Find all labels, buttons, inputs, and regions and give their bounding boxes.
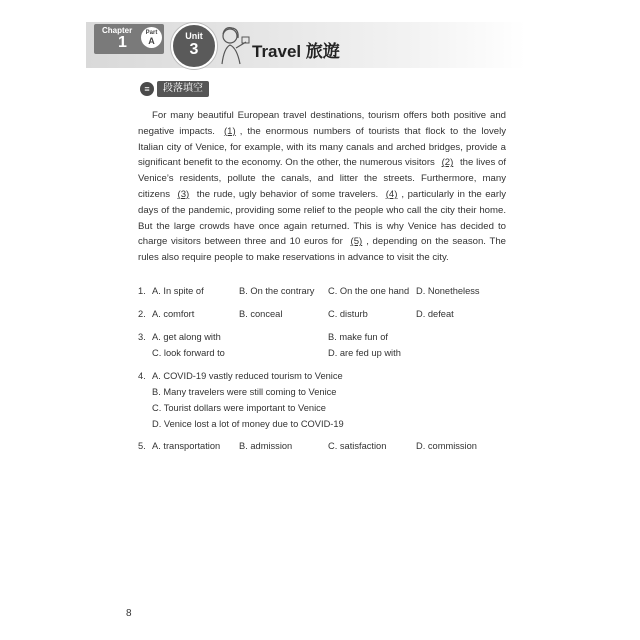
part-badge — [141, 27, 162, 48]
option-d[interactable]: D. are fed up with — [328, 348, 401, 358]
option-c[interactable]: C. On the one hand — [328, 286, 410, 296]
option-b[interactable]: B. make fun of — [328, 332, 388, 342]
option-c[interactable]: C. look forward to — [152, 348, 225, 358]
option-d[interactable]: D. Venice lost a lot of money due to COVID-19 — [152, 419, 344, 429]
part-label: Part — [145, 30, 158, 36]
chapter-number: 1 — [118, 34, 127, 51]
option-a[interactable]: A. get along with — [152, 332, 221, 342]
passage-text: , depending on the season. The rules also require people to make reservations in advance to visit the city. — [138, 236, 506, 264]
cloze-passage — [138, 108, 506, 266]
option-a[interactable]: A. In spite of — [152, 286, 204, 296]
option-b[interactable]: B. On the contrary — [239, 286, 315, 296]
question-number: 2. — [138, 309, 146, 319]
blank-1: (1) — [223, 125, 236, 137]
option-c[interactable]: C. disturb — [328, 309, 368, 319]
option-b[interactable]: B. Many travelers were still coming to Venice — [152, 387, 337, 397]
passage-text: the lives of Venice’s residents, pollute the canals, and litter the streets. Furthermore, many citizens — [138, 157, 506, 200]
unit-label: Unit — [185, 31, 203, 41]
option-a[interactable]: A. transportation — [152, 441, 221, 451]
option-a[interactable]: A. COVID-19 vastly reduced tourism to Venice — [152, 371, 343, 381]
passage-text: For many beautiful European travel destinations, tourism offers both positive and negative impacts. — [138, 110, 506, 137]
option-c[interactable]: C. Tourist dollars were important to Venice — [152, 403, 326, 413]
page-number: 8 — [126, 608, 132, 619]
question-number: 3. — [138, 332, 146, 342]
passage-text: , particularly in the early days of the pandemic, providing some relief to the people who call the city their home. But the large crowds have once again returned. This is why Venice has decided to charge visitors between three and 10 euros for — [138, 188, 507, 248]
passage-text: , the enormous numbers of tourists that flock to the lovely Italian city of Venice, for example, with its many canals and arched bridges, provide a significant benefit to the economy. On the other, the numerous visitors — [138, 125, 507, 169]
section-heading — [140, 80, 209, 98]
option-d[interactable]: D. defeat — [416, 309, 454, 319]
option-b[interactable]: B. conceal — [239, 309, 283, 319]
question-number: 1. — [138, 286, 146, 296]
unit-title: Travel 旅遊 — [252, 42, 340, 61]
part-letter: A — [148, 36, 155, 46]
unit-number: 3 — [189, 41, 199, 58]
unit-badge — [171, 23, 217, 69]
blank-3: (3) — [177, 188, 190, 200]
chapter-label: Chapter — [102, 26, 133, 35]
list-icon: ≡ — [140, 82, 154, 96]
option-d[interactable]: D. Nonetheless — [416, 286, 480, 296]
passage-text: the rude, ugly behavior of some travelers. — [196, 188, 379, 200]
traveler-illustration — [212, 24, 252, 68]
option-d[interactable]: D. commission — [416, 441, 477, 451]
option-b[interactable]: B. admission — [239, 441, 293, 451]
question-number: 4. — [138, 371, 146, 381]
option-c[interactable]: C. satisfaction — [328, 441, 387, 451]
blank-4: (4) — [385, 188, 398, 200]
question-number: 5. — [138, 441, 146, 451]
option-a[interactable]: A. comfort — [152, 309, 195, 319]
section-label: 段落填空 — [157, 81, 209, 97]
blank-5: (5) — [350, 236, 363, 248]
blank-2: (2) — [441, 157, 454, 169]
